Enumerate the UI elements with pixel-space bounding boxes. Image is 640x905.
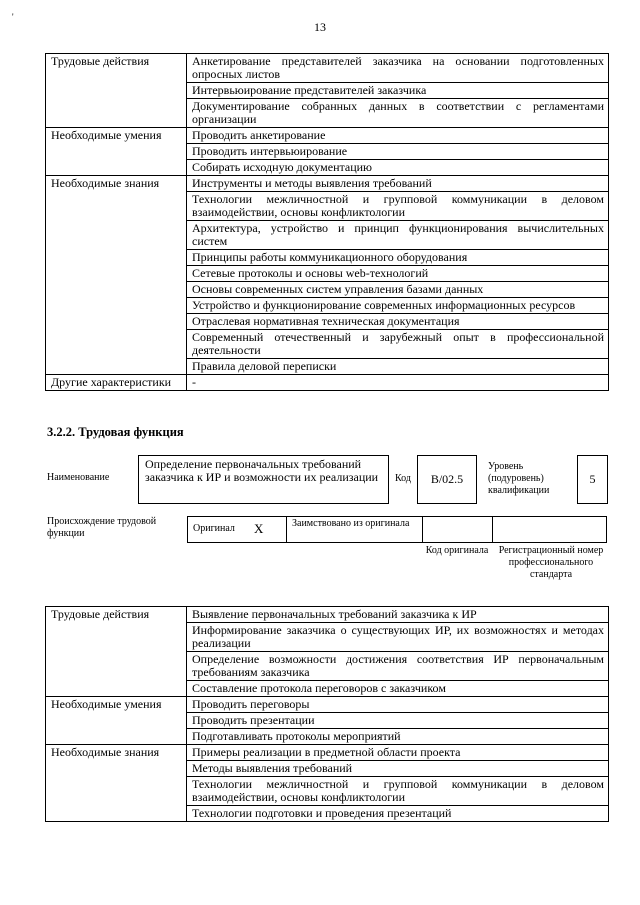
- table-row: [46, 777, 609, 806]
- competency-table-1: [45, 53, 609, 391]
- table-row: [46, 192, 609, 221]
- original-mark: X: [254, 521, 264, 536]
- table-row: [46, 298, 609, 314]
- table-row: [46, 375, 609, 391]
- category-label: Трудовые действия: [46, 607, 187, 623]
- divider: [286, 517, 287, 542]
- table-cell: Анкетирование представителей заказчика на основании подготовленных опросных листов: [187, 54, 609, 83]
- category-label: Необходимые умения: [46, 697, 187, 713]
- table-row: [46, 144, 609, 160]
- table-cell: Проводить переговоры: [187, 697, 609, 713]
- table-row: [46, 266, 609, 282]
- code-label: Код: [395, 473, 411, 484]
- table-cell: Составление протокола переговоров с заказчиком: [187, 681, 609, 697]
- category-label: Другие характеристики: [46, 375, 187, 391]
- page-number: 13: [314, 20, 326, 34]
- table-cell: Принципы работы коммуникационного оборудования: [187, 250, 609, 266]
- divider: [422, 517, 423, 542]
- table-row: [46, 176, 609, 192]
- table-row: [46, 697, 609, 713]
- level-value-box: 5: [577, 455, 608, 504]
- table-cell: Правила деловой переписки: [187, 359, 609, 375]
- table-cell: Примеры реализации в предметной области проекта: [187, 745, 609, 761]
- table-cell: Проводить презентации: [187, 713, 609, 729]
- table-cell: Сетевые протоколы и основы web-технологий: [187, 266, 609, 282]
- table-row: [46, 221, 609, 250]
- origin-label: Происхождение трудовой функции: [47, 516, 157, 539]
- table-cell: Определение возможности достижения соответствия ИР первоначальным требованиям заказчика: [187, 652, 609, 681]
- category-label: Необходимые знания: [46, 745, 187, 761]
- table-cell: Устройство и функционирование современных информационных ресурсов: [187, 298, 609, 314]
- table-row: [46, 623, 609, 652]
- level-label: Уровень (подуровень) квалификации: [488, 461, 550, 496]
- category-label: Необходимые умения: [46, 128, 187, 144]
- competency-table-2: [45, 606, 609, 822]
- table-row: [46, 359, 609, 375]
- table-row: [46, 681, 609, 697]
- table-cell: -: [187, 375, 609, 391]
- table-row: [46, 745, 609, 761]
- table-cell: Архитектура, устройство и принцип функционирования вычислительных систем: [187, 221, 609, 250]
- category-label: Трудовые действия: [46, 54, 187, 83]
- table-row: [46, 282, 609, 298]
- table-row: [46, 652, 609, 681]
- corner-mark: ': [12, 12, 14, 22]
- table-row: [46, 54, 609, 83]
- function-code-box: B/02.5: [417, 455, 477, 504]
- table-cell: Собирать исходную документацию: [187, 160, 609, 176]
- table-row: [46, 314, 609, 330]
- table-row: [46, 806, 609, 822]
- table-row: [46, 761, 609, 777]
- origin-row: [187, 516, 607, 543]
- table-cell: Информирование заказчика о существующих ИР, их возможностях и методах реализации: [187, 623, 609, 652]
- borrowed-label: Заимствовано из оригинала: [292, 518, 410, 529]
- registration-caption: Регистрационный номер профессионального стандарта: [498, 545, 604, 580]
- table-cell: Подготавливать протоколы мероприятий: [187, 729, 609, 745]
- table-cell: Проводить анкетирование: [187, 128, 609, 144]
- table-row: [46, 607, 609, 623]
- table-cell: Документирование собранных данных в соответствии с регламентами организации: [187, 99, 609, 128]
- table-row: [46, 713, 609, 729]
- table-row: [46, 128, 609, 144]
- code-original-caption: Код оригинала: [425, 545, 489, 556]
- table-cell: Методы выявления требований: [187, 761, 609, 777]
- table-cell: Проводить интервьюирование: [187, 144, 609, 160]
- table-row: [46, 160, 609, 176]
- name-label: Наименование: [47, 472, 110, 483]
- category-label: Необходимые знания: [46, 176, 187, 192]
- table-row: [46, 250, 609, 266]
- table-cell: Отраслевая нормативная техническая документация: [187, 314, 609, 330]
- section-heading: 3.2.2. Трудовая функция: [47, 425, 184, 439]
- table-cell: Технологии межличностной и групповой коммуникации в деловом взаимодействии, основы конфликтологии: [187, 777, 609, 806]
- original-label: Оригинал: [193, 523, 235, 534]
- table-cell: Технологии подготовки и проведения презентаций: [187, 806, 609, 822]
- table-row: [46, 83, 609, 99]
- table-row: [46, 729, 609, 745]
- table-cell: Интервьюирование представителей заказчика: [187, 83, 609, 99]
- table-cell: Современный отечественный и зарубежный опыт в профессиональной деятельности: [187, 330, 609, 359]
- divider: [492, 517, 493, 542]
- table-row: [46, 99, 609, 128]
- table-cell: Технологии межличностной и групповой коммуникации в деловом взаимодействии, основы конфликтологии: [187, 192, 609, 221]
- table-cell: Выявление первоначальных требований заказчика к ИР: [187, 607, 609, 623]
- function-name-box: Определение первоначальных требований заказчика к ИР и возможности их реализации: [138, 455, 389, 504]
- table-row: [46, 330, 609, 359]
- table-cell: Основы современных систем управления базами данных: [187, 282, 609, 298]
- table-cell: Инструменты и методы выявления требований: [187, 176, 609, 192]
